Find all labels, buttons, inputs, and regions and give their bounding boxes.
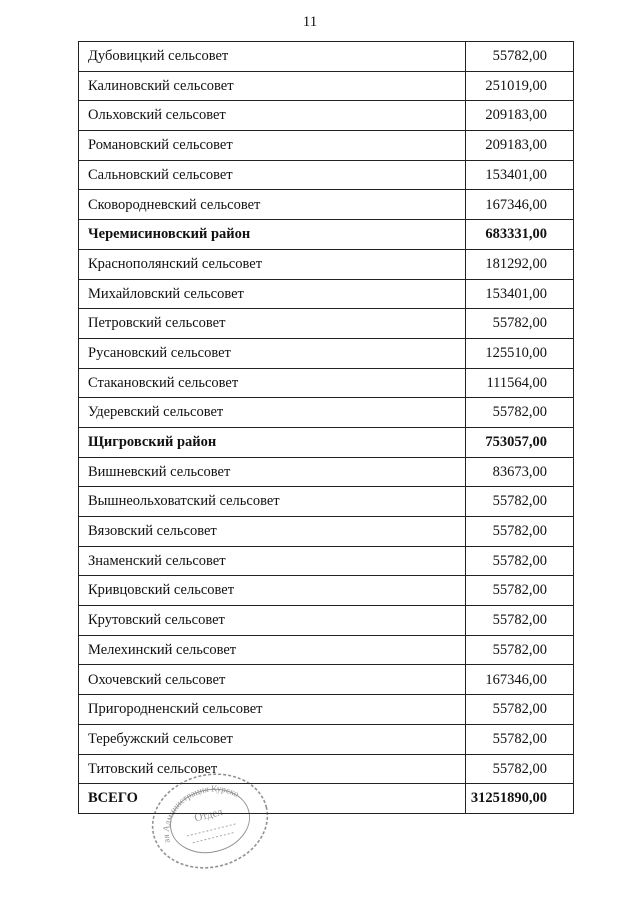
allocation-amount: 181292,00 [466,249,574,279]
table-row [79,368,574,398]
table-row [79,249,574,279]
table-row [79,635,574,665]
municipality-name: Романовский сельсовет [79,131,466,161]
municipality-name: Черемисиновский район [79,220,466,250]
stamp-group [148,772,272,870]
allocation-amount: 55782,00 [466,42,574,72]
allocation-amount: 153401,00 [466,160,574,190]
table-row [79,576,574,606]
total-label: ВСЕГО [79,784,466,814]
table-row [79,695,574,725]
allocation-amount: 167346,00 [466,190,574,220]
allocation-amount: 111564,00 [466,368,574,398]
municipality-name: Крутовский сельсовет [79,606,466,636]
table-row [79,131,574,161]
municipality-name: Щигровский район [79,427,466,457]
table-row [79,457,574,487]
official-seal-stamp [148,772,272,870]
municipality-name: Удеревский сельсовет [79,398,466,428]
table-row [79,427,574,457]
allocation-amount: 251019,00 [466,71,574,101]
table-row [79,517,574,547]
table-row [79,42,574,72]
allocation-amount: 55782,00 [466,754,574,784]
municipality-name: Охочевский сельсовет [79,665,466,695]
table-row [79,190,574,220]
table-row [79,487,574,517]
stamp-center-line [193,832,236,843]
table-row [79,309,574,339]
municipality-name: Петровский сельсовет [79,309,466,339]
allocation-amount: 153401,00 [466,279,574,309]
municipality-name: Дубовицкий сельсовет [79,42,466,72]
stamp-center-text: Отдел [193,805,224,825]
municipality-name: Вязовский сельсовет [79,517,466,547]
table-row [79,220,574,250]
table-row [79,546,574,576]
allocation-amount: 209183,00 [466,131,574,161]
municipality-name: Стакановский сельсовет [79,368,466,398]
allocation-amount: 55782,00 [466,724,574,754]
municipality-name: Кривцовский сельсовет [79,576,466,606]
allocation-amount: 55782,00 [466,606,574,636]
page-number: 11 [302,14,318,30]
municipality-name: Теребужский сельсовет [79,724,466,754]
table-row [79,724,574,754]
allocation-amount: 125510,00 [466,338,574,368]
allocation-table [78,41,574,814]
municipality-name: Пригородненский сельсовет [79,695,466,725]
allocation-amount: 683331,00 [466,220,574,250]
table-row [79,101,574,131]
allocation-amount: 55782,00 [466,546,574,576]
municipality-name: Краснополянский сельсовет [79,249,466,279]
municipality-name: Знаменский сельсовет [79,546,466,576]
table-row [79,398,574,428]
municipality-name: Сковородневский сельсовет [79,190,466,220]
total-amount: 31251890,00 [466,784,574,814]
table-row [79,279,574,309]
allocation-amount: 209183,00 [466,101,574,131]
allocation-amount: 55782,00 [466,398,574,428]
allocation-amount: 167346,00 [466,665,574,695]
allocation-table-body [79,42,574,814]
municipality-name: Мелехинский сельсовет [79,635,466,665]
allocation-amount: 55782,00 [466,487,574,517]
stamp-center-line [187,823,237,836]
municipality-name: Калиновский сельсовет [79,71,466,101]
municipality-name: Вишневский сельсовет [79,457,466,487]
table-row [79,665,574,695]
municipality-name: Русановский сельсовет [79,338,466,368]
allocation-amount: 55782,00 [466,517,574,547]
allocation-amount: 55782,00 [466,576,574,606]
municipality-name: Ольховский сельсовет [79,101,466,131]
allocation-amount: 55782,00 [466,635,574,665]
allocation-amount: 55782,00 [466,309,574,339]
municipality-name: Титовский сельсовет [79,754,466,784]
allocation-amount: 753057,00 [466,427,574,457]
table-row [79,71,574,101]
allocation-amount: 55782,00 [466,695,574,725]
table-row [79,606,574,636]
stamp-ring-text-path: ая Администрация Курско [160,783,241,844]
municipality-name: Михайловский сельсовет [79,279,466,309]
municipality-name: Сальновский сельсовет [79,160,466,190]
table-row [79,160,574,190]
municipality-name: Вышнеольховатский сельсовет [79,487,466,517]
allocation-amount: 83673,00 [466,457,574,487]
table-row [79,338,574,368]
